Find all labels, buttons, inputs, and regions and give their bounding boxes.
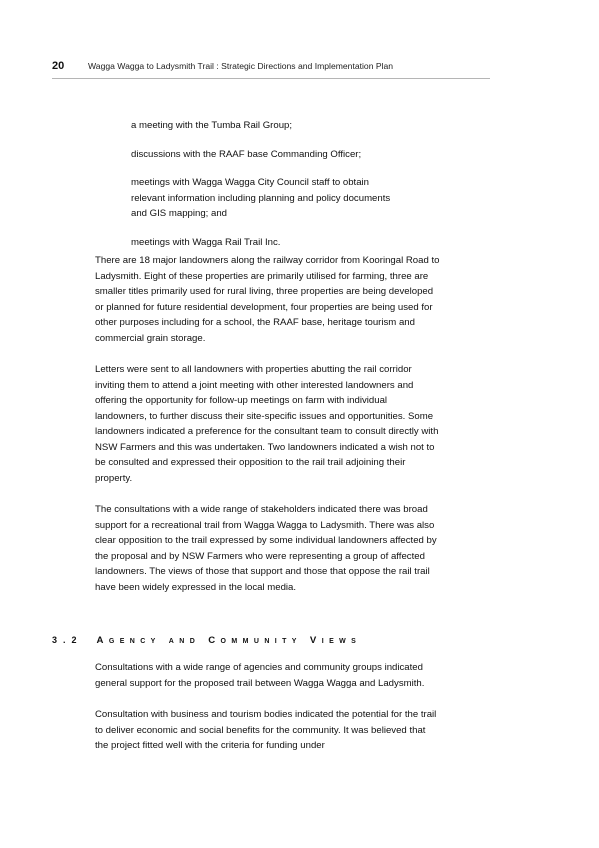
section-title: Agency and Community Views [96,635,362,646]
page-header [52,58,490,79]
paragraph-agency-support: Consultations with a wide range of agencies and community groups indicated general support for the proposed trail between Wagga Wagga and Ladysmith. [95,662,425,689]
list-item: meetings with Wagga Rail Trail Inc. [131,236,281,248]
paragraph-consultations: The consultations with a wide range of stakeholders indicated there was broad support for a recreational trail from Wagga Wagga to Ladysmith. There was also clear opposition to the trail expressed by some individual landowners affected by the proposal and by NSW Farmers who were representing a group of affected landowners. The views of those that support and those that oppose the rail trail have been widely expressed in the local media. [95,504,437,593]
running-title: Wagga Wagga to Ladysmith Trail : Strategic Directions and Implementation Plan [88,61,394,71]
consultation-list [131,118,431,263]
list-item: a meeting with the Tumba Rail Group; [131,120,293,131]
list-item: discussions with the RAAF base Commanding Officer; [131,148,362,160]
paragraph-letters: Letters were sent to all landowners with properties abutting the rail corridor inviting them to attend a joint meeting with other interested landowners and offering the opportunity for follow-up meetings on farm with individual landowners, to further discuss their site-specific issues and opportunities. Some landowners indicated a preference for the consultant team to consult directly with NSW Farmers and this was undertaken. Two landowners indicated a wish not to be consulted and expressed their opposition to the rail trail adjoining their property. [95,364,439,484]
section-number: 3.2 [52,635,83,645]
page-number: 20 [52,60,65,72]
paragraph-business-tourism: Consultation with business and tourism bodies indicated the potential for the trail to deliver economic and social benefits for the community. It was believed that the project fitted well with the criteria for funding under [95,709,437,751]
body-text [95,253,440,611]
list-item: meetings with Wagga Wagga City Council staff to obtain relevant information including planning and policy documents and GIS mapping; and [131,177,391,219]
paragraph-landowners: There are 18 major landowners along the railway corridor from Kooringal Road to Ladysmith. Eight of these properties are primarily utilised for farming, three are smaller titles primarily used for rural living, three properties are being developed or planned for future residential development, four properties are being used for other purposes including for a school, the RAAF base, heritage tourism and commercial grain storage. [95,255,440,344]
section-body-text [95,660,440,770]
section-heading [52,635,361,646]
